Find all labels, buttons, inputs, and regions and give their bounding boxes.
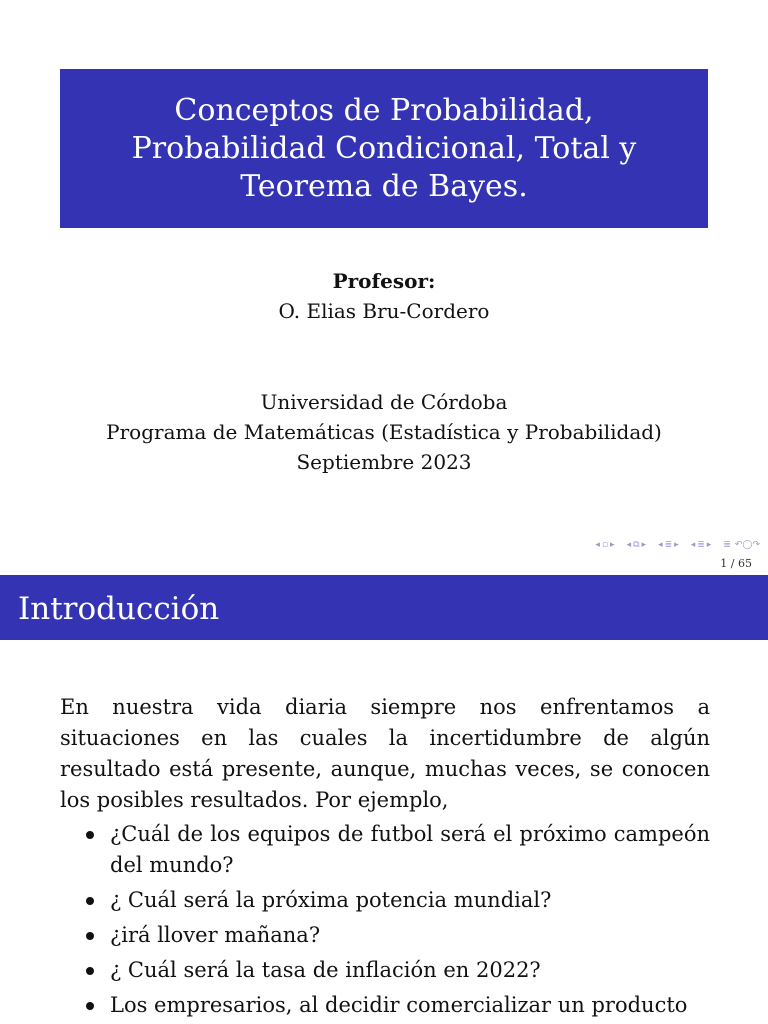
align-icon[interactable]: ≣ bbox=[723, 540, 731, 550]
prev-subsection-icon[interactable]: ◂ bbox=[626, 540, 632, 550]
author-name: O. Elias Bru-Cordero bbox=[278, 299, 490, 323]
author-label: Profesor: bbox=[332, 269, 436, 293]
prev-section-icon[interactable]: ◂ bbox=[658, 540, 663, 550]
beamer-navigation-bar bbox=[595, 540, 760, 550]
next-subsubsection-icon[interactable]: ▸ bbox=[706, 540, 712, 550]
subsubsection-nav bbox=[691, 540, 712, 550]
list-item bbox=[60, 920, 710, 951]
list-item bbox=[60, 990, 710, 1021]
program-name: Programa de Matemáticas (Estadística y Probabilidad) bbox=[106, 420, 662, 444]
institution-block bbox=[0, 387, 768, 477]
presentation-title bbox=[112, 92, 657, 206]
list-item bbox=[60, 819, 710, 881]
frame-nav bbox=[595, 540, 614, 550]
introduction-slide bbox=[0, 575, 768, 1024]
page-number: 1 / 65 bbox=[720, 557, 752, 570]
date-text: Septiembre 2023 bbox=[296, 450, 472, 474]
subsection-nav bbox=[627, 540, 647, 550]
list-item-text: ¿ Cuál será la tasa de inflación en 2022? bbox=[110, 958, 541, 982]
bullet-icon bbox=[86, 897, 94, 905]
bullet-icon bbox=[86, 1002, 94, 1010]
list-item bbox=[60, 955, 710, 986]
section-nav-icon[interactable]: ≣ bbox=[664, 540, 673, 550]
list-item bbox=[60, 885, 710, 916]
list-item-text: ¿ Cuál será la próxima potencia mundial? bbox=[110, 888, 552, 912]
frame-nav-icon[interactable]: ▫ bbox=[601, 540, 609, 550]
title-line: Conceptos de Probabilidad, bbox=[174, 92, 594, 128]
frame-title-bar bbox=[0, 575, 768, 640]
bullet-icon bbox=[86, 967, 94, 975]
next-section-icon[interactable]: ▸ bbox=[674, 540, 679, 550]
search-icon[interactable]: ↶◯↷ bbox=[734, 540, 760, 550]
prev-frame-icon[interactable]: ◂ bbox=[595, 540, 600, 550]
institution-name: Universidad de Córdoba bbox=[260, 390, 508, 414]
intro-paragraph: En nuestra vida diaria siempre nos enfrentamos a situaciones en las cuales la incertidumbre de algún resultado está presente, aunque, muchas veces, se conocen los posibles resultados. Por ejemplo, bbox=[60, 695, 710, 812]
prev-subsubsection-icon[interactable]: ◂ bbox=[690, 540, 696, 550]
list-item-text: Los empresarios, al decidir comercializar un producto bbox=[110, 993, 688, 1017]
next-subsection-icon[interactable]: ▸ bbox=[641, 540, 647, 550]
subsection-nav-icon[interactable]: ⧉ bbox=[633, 540, 640, 550]
title-line: Probabilidad Condicional, Total y bbox=[131, 130, 637, 166]
list-item-text: ¿irá llover mañana? bbox=[110, 923, 321, 947]
bullet-icon bbox=[86, 831, 94, 839]
bullet-icon bbox=[86, 932, 94, 940]
title-line: Teorema de Bayes. bbox=[240, 168, 528, 204]
bullet-list bbox=[60, 819, 710, 1024]
list-item-text: ¿Cuál de los equipos de futbol será el próximo campeón del mundo? bbox=[110, 822, 710, 877]
section-nav bbox=[658, 540, 679, 550]
next-frame-icon[interactable]: ▸ bbox=[610, 540, 615, 550]
subsubsection-nav-icon[interactable]: ≣ bbox=[697, 540, 705, 550]
frame-title: Introducción bbox=[18, 591, 220, 627]
author-block bbox=[0, 266, 768, 326]
title-box bbox=[60, 69, 708, 228]
